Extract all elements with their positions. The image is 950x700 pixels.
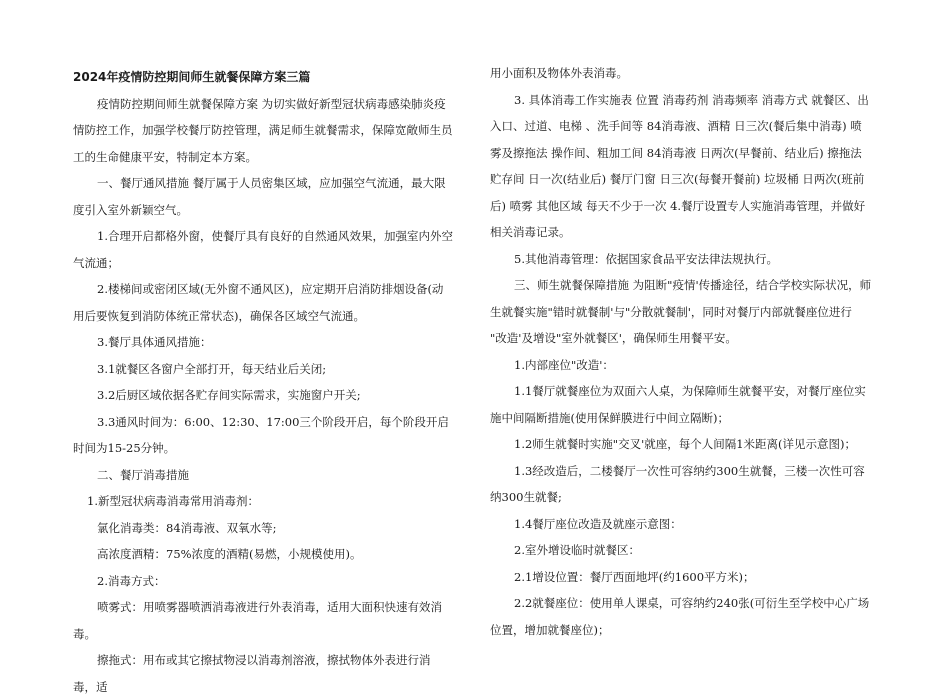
paragraph: 2.1增设位置：餐厅西面地坪(约1600平方米)；	[490, 564, 872, 591]
paragraph: 用小面积及物体外表消毒。	[490, 60, 872, 87]
paragraph: 3.1就餐区各窗户全部打开，每天结业后关闭;	[73, 356, 453, 383]
paragraph: 3.3通风时间为：6:00、12:30、17:00三个阶段开启，每个阶段开启时间为15-25分钟。	[73, 409, 453, 462]
left-column	[73, 60, 453, 700]
paragraph: 2.2就餐座位：使用单人课桌，可容纳约240张(可衍生至学校中心广场位置，增加就餐座位)；	[490, 590, 872, 643]
paragraph: 3.2后厨区域依据各贮存间实际需求，实施窗户开关;	[73, 382, 453, 409]
paragraph: 二、餐厅消毒措施	[73, 462, 453, 489]
left-column-body	[73, 91, 453, 700]
paragraph: 2.消毒方式：	[73, 568, 453, 595]
paragraph: 1.4餐厅座位改造及就座示意图：	[490, 511, 872, 538]
paragraph: 高浓度酒精：75%浓度的酒精(易燃，小规模使用)。	[73, 541, 453, 568]
document-title: 2024年疫情防控期间师生就餐保障方案三篇	[73, 64, 453, 91]
paragraph: 1.3经改造后，二楼餐厅一次性可容纳约300生就餐，三楼一次性可容纳300生就餐;	[490, 458, 872, 511]
paragraph: 喷雾式：用喷雾器喷洒消毒液进行外表消毒，适用大面积快速有效消毒。	[73, 594, 453, 647]
paragraph: 2.楼梯间或密闭区域(无外窗不通风区)，应定期开启消防排烟设备(动用后要恢复到消防体统正常状态)，确保各区域空气流通。	[73, 276, 453, 329]
paragraph: 氯化消毒类：84消毒液、双氧水等;	[73, 515, 453, 542]
paragraph: 1.合理开启都格外窗，使餐厅具有良好的自然通风效果，加强室内外空气流通；	[73, 223, 453, 276]
right-column	[490, 60, 872, 643]
paragraph: 疫情防控期间师生就餐保障方案 为切实做好新型冠状病毒感染肺炎疫情防控工作，加强学校餐厅防控管理，满足师生就餐需求，保障宽敞师生员工的生命健康平安，特制定本方案。	[73, 91, 453, 171]
paragraph: 5.其他消毒管理：依据国家食品平安法律法规执行。	[490, 246, 872, 273]
paragraph: 3. 具体消毒工作实施表 位置 消毒药剂 消毒频率 消毒方式 就餐区、出入口、过道、电梯 、洗手间等 84消毒液、酒精 日三次(餐后集中消毒) 喷雾及擦拖法 操作间、粗加工间 84消毒液 日两次(早餐前、结业后) 擦拖法 贮存间 日一次(结业后) 餐厅门窗 日三次(每餐开餐前) 垃圾桶 日两次(班前后) 喷雾 其他区域 每天不少于一次 4.餐厅设置专人实施消毒管理，并做好相关消毒记录。	[490, 87, 872, 246]
paragraph: 2.室外增设临时就餐区：	[490, 537, 872, 564]
paragraph: 3.餐厅具体通风措施：	[73, 329, 453, 356]
right-column-body	[490, 60, 872, 643]
paragraph: 三、师生就餐保障措施 为阻断"疫情'传播途径，结合学校实际状况，师生就餐实施"错时就餐制'与"分散就餐制'，同时对餐厅内部就餐座位进行 "改造'及增设"室外就餐区'，确保师生用餐平安。	[490, 272, 872, 352]
paragraph: 擦拖式：用布或其它擦拭物浸以消毒剂溶液，擦拭物体外表进行消毒，适	[73, 647, 453, 700]
paragraph: 1.2师生就餐时实施"交叉'就座，每个人间隔1米距离(详见示意图)；	[490, 431, 872, 458]
paragraph: 1.1餐厅就餐座位为双面六人桌，为保障师生就餐平安，对餐厅座位实施中间隔断措施(使用保鲜膜进行中间立隔断)；	[490, 378, 872, 431]
paragraph: 一、餐厅通风措施 餐厅属于人员密集区域，应加强空气流通，最大限度引入室外新颖空气。	[73, 170, 453, 223]
paragraph: 1.新型冠状病毒消毒常用消毒剂：	[73, 488, 453, 515]
paragraph: 1.内部座位"改造'：	[490, 352, 872, 379]
